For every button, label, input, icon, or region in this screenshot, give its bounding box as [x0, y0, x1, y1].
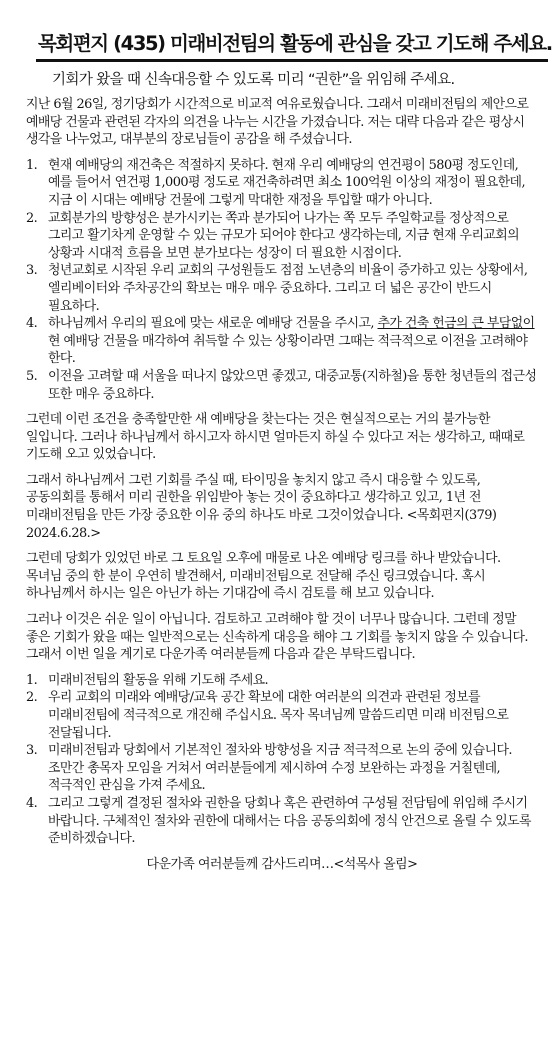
text-segment: 현 예배당 건물을 매각하여 취득할 수 있는 상황이라면 그때는 적극적으로 이전을 고려해야 한다.	[48, 333, 528, 367]
list-item	[26, 262, 538, 315]
body-paragraph: 그러나 이것은 쉬운 일이 아닙니다. 검토하고 고려해야 할 것이 너무나 많습니다. 그런데 정말 좋은 기회가 왔을 때는 일반적으로는 신속하게 대응을 해야 그 기회를 놓치지 않을 수 있습니다. 그래서 이번 일을 계기로 다운가족 여러분들께 다음과 같은 부탁드립니다.	[26, 612, 528, 663]
list-item-text: 미래비전팀과 당회에서 기본적인 절차와 방향성을 지금 적극적으로 논의 중에 있습니다. 조만간 총목자 모임을 거쳐서 여러분들에게 제시하여 수정 보완하는 과정을 거칠텐데, 적극적인 관심을 가져 주세요.	[48, 743, 512, 794]
list-item-text: 미래비전팀의 활동을 위해 기도해 주세요.	[48, 672, 269, 688]
body-paragraph: 그런데 당회가 있었던 바로 그 토요일 오후에 매물로 나온 예배당 링크를 하나 받았습니다. 목녀님 중의 한 분이 우연히 발견해서, 미래비전팀으로 전달해 주신 링크였습니다. 혹시 하나님께서 하시는 일은 아닌가 하는 기대감에 즉시 검토를 해 보고 있습니다.	[26, 551, 501, 602]
list-item-number: 2.	[26, 210, 38, 226]
list-item	[26, 157, 538, 210]
list-item	[26, 742, 538, 795]
list-item-number: 3.	[26, 743, 38, 759]
list-item-text: 이전을 고려할 때 서울을 떠나지 않았으면 좋겠고, 대중교통(지하철)을 통한 청년들의 접근성 또한 매우 중요하다.	[48, 368, 537, 402]
list-item-number: 4.	[26, 316, 38, 332]
subtitle: 기회가 왔을 때 신속대응할 수 있도록 미리 “권한”을 위임해 주세요.	[52, 72, 455, 88]
list-item-number: 2.	[26, 690, 38, 706]
list-item	[26, 368, 538, 403]
list-item-text: 교회분가의 방향성은 분가시키는 쪽과 분가되어 나가는 쪽 모두 주일학교를 정상적으로 그리고 활기차게 운영할 수 있는 규모가 되어야 한다고 생각하는데, 지금 현재 우리교회의 상황과 시대적 흐름을 보면 분가보다는 성장이 더 필요한 시점이다.	[48, 210, 520, 261]
text-segment: 하나님께서 우리의 필요에 맞는 새로운 예배당 건물을 주시고,	[48, 316, 378, 332]
closing-signature: 다운가족 여러분들께 감사드리며…<석목사 올림>	[146, 856, 418, 872]
list-item-text: 청년교회로 시작된 우리 교회의 구성원들도 점점 노년층의 비율이 증가하고 있는 상황에서, 엘리베이터와 주차공간의 확보는 매우 매우 중요하다. 그리고 더 넓은 공간이 반드시 필요하다.	[48, 263, 528, 314]
list-item-text: 현재 예배당의 재건축은 적절하지 못하다. 현재 우리 예배당의 연건평이 580평 정도인데, 예를 들어서 연건평 1,000평 정도로 재건축하려면 최소 100억원 이상의 재정이 필요한데, 지금 이 시대는 예배당 건물에 그렇게 막대한 재정을 투입할 때가 아니다.	[48, 157, 526, 208]
list-item-number: 1.	[26, 672, 38, 688]
list-item-number: 4.	[26, 795, 38, 811]
list-item-number: 5.	[26, 368, 38, 384]
opinion-list	[26, 157, 538, 403]
list-item	[26, 689, 538, 742]
list-item-text: 우리 교회의 미래와 예배당/교육 공간 확보에 대한 여러분의 의견과 관련된 정보를 미래비전팀에 적극적으로 개진해 주십시요. 목자 목녀님께 말씀드리면 미래 비전팀으로 전달됩니다.	[48, 690, 509, 741]
page-title: 목회편지 (435) 미래비전팀의 활동에 관심을 갖고 기도해 주세요.	[38, 32, 552, 55]
list-item-number: 3.	[26, 263, 38, 279]
list-item	[26, 795, 538, 848]
intro-paragraph: 지난 6월 26일, 정기당회가 시간적으로 비교적 여유로웠습니다. 그래서 미래비전팀의 제안으로 예배당 건물과 관련된 각자의 의견을 나누는 시간을 가졌습니다. 저는 대략 다음과 같은 평상시 생각을 나누었고, 대부분의 장로님들이 공감을 해 주셨습니다.	[26, 97, 529, 148]
list-item-text	[48, 315, 538, 368]
list-item	[26, 210, 538, 263]
title-underline	[36, 59, 548, 62]
body-paragraph: 그런데 이런 조건을 충족할만한 새 예배당을 찾는다는 것은 현실적으로는 거의 불가능한 일입니다. 그러나 하나님께서 하시고자 하시면 얼마든지 하실 수 있다고 저는 생각하고, 때때로 기도해 오고 있었습니다.	[26, 412, 525, 463]
list-item-text: 그리고 그렇게 결정된 절차와 권한을 당회나 혹은 관련하여 구성될 전담팀에 위임해 주시기 바랍니다. 구체적인 절차와 권한에 대해서는 다음 공동의회에 정식 안건으로 올릴 수 있도록 준비하겠습니다.	[48, 795, 531, 847]
body-paragraph: 그래서 하나님께서 그런 기회를 주실 때, 타이밍을 놓치지 않고 즉시 대응할 수 있도록, 공동의회를 통해서 미리 권한을 위임받아 놓는 것이 중요하다고 생각하고 있고, 1년 전 미래비전팀을 만든 가장 중요한 이유 중의 하나도 바로 그것이었습니다. <목회편지(379) 2024.6.28.>	[26, 472, 497, 541]
letter-page	[0, 28, 560, 1048]
underlined-phrase: 추가 건축 헌금의 큰 부담없이	[377, 316, 535, 332]
list-item-number: 1.	[26, 157, 38, 173]
list-item	[26, 315, 538, 368]
request-list	[26, 672, 538, 848]
list-item	[26, 672, 538, 690]
